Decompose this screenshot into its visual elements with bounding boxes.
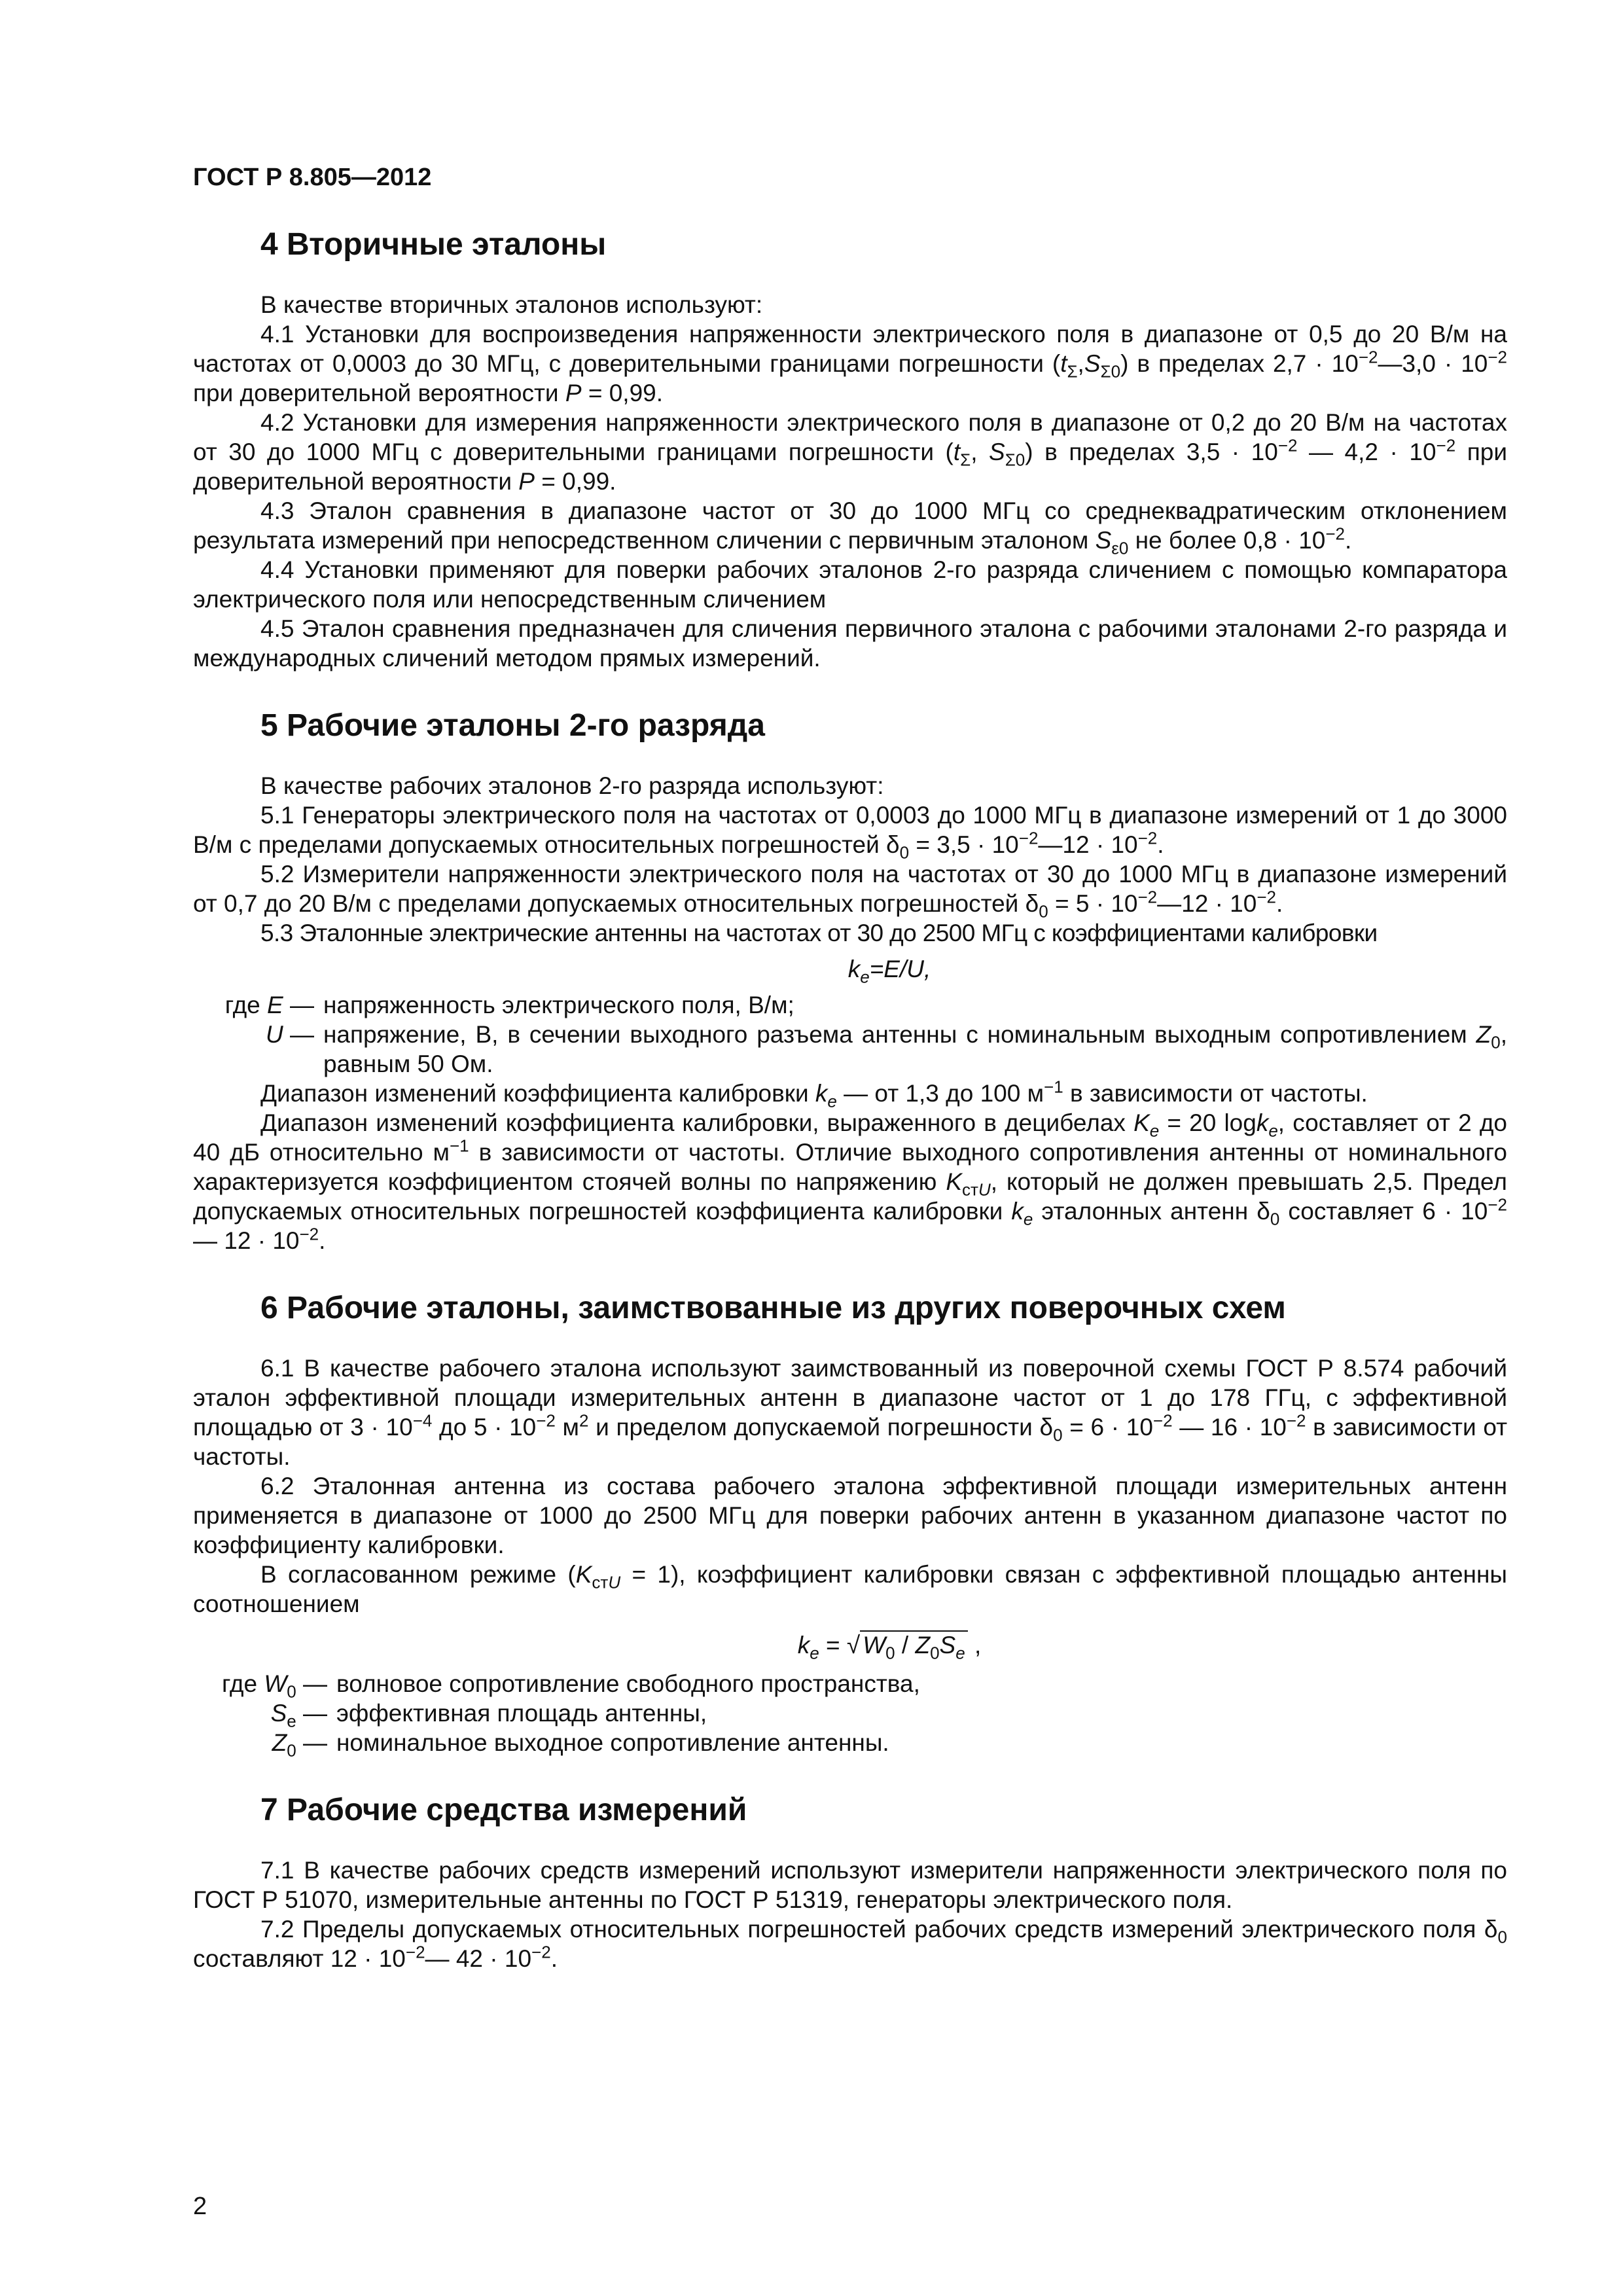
definition-Z0: $Z_0$ — номинальное выходное сопротивление антенны.: [272, 1729, 889, 1761]
paragraph-5-3: 5.3 Эталонные электрические антенны на частотах от 30 до 2500 МГц с коэффициентами калибровки: [260, 920, 1378, 946]
section-4-intro: В качестве вторичных эталонов используют:: [260, 291, 763, 318]
paragraph-7-1: 7.1 В качестве рабочих средств измерений используют измерители напряженности электрического поля по ГОСТ Р 51070, измерительные антенны по ГОСТ Р 51319, генераторы электрического поля.: [193, 1857, 1507, 1913]
paragraph-5-2: 5.2 Измерители напряженности электрического поля на частотах от 30 до 1000 МГц в диапазоне измерений от 0,7 до 20 В/м с пределами допускаемых относительных погрешностей $\delta_0 = 5$ · $10^{-2}—12 \cdot 10^{-2}$.: [193, 861, 1507, 922]
paragraph-4-2: 4.2 Установки для измерения напряженности электрического поля в диапазоне от 0,2 до 20 В/м на частотах от 30 до 1000 МГц с доверительными границами погрешности ($t_\Sigma$, $S_{\Sigma 0}$) в пределах $3,5 \cdot 10^{-2}$ — $4,2 \cdot 10^{-2}$ при доверительной вероятности P = 0,99.: [193, 409, 1508, 495]
paragraph-Ke-range: Диапазон изменений коэффициента калибровки, выраженного в децибелах $K_e = 20$ logk$_e$, составляет от 2 до 40 дБ относительно $м^{-1}$ в зависимости от частоты. Отличие выходного сопротивления антенны от номинального характеризуется коэффициентом стоячей волны по напряжению $K_{стU}$, который не должен превышать 2,5. Предел допускаемых относительных погрешностей коэффициента калибровки $k_e$ эталонных антенн $\delta_0$ составляет $6 \cdot 10^{-2}$ — $12 \cdot 10^{-2}$.: [193, 1109, 1507, 1254]
definitions-6-3: [193, 1669, 1507, 1761]
page-number: 2: [193, 2193, 207, 2220]
definition-W0: где $W_0$ — волновое сопротивление свободного пространства,: [222, 1670, 920, 1702]
sqrt-symbol: √ $W_0 / Z_0S_e$: [847, 1630, 968, 1660]
definitions-5-3: [193, 990, 1507, 1079]
section-7: [193, 1791, 1507, 1973]
definition-E: где E — напряженность электрического поля, В/м;: [224, 992, 794, 1018]
paragraph-6-1: 6.1 В качестве рабочего эталона используют заимствованный из поверочной схемы ГОСТ Р 8.574 рабочий эталон эффективной площади измерительных антенн в диапазоне частот от 1 до 178 ГГц, с эффективной площадью от $3 \cdot 10^{-4}$ до $5 \cdot 10^{-2}$ $м^2$ и пределом допускаемой погрешности $\delta_0 = 6 \cdot 10^{-2}$ — $16 \cdot 10^{-2}$ в зависимости от частоты.: [193, 1355, 1508, 1470]
page-header: ГОСТ Р 8.805—2012: [193, 164, 432, 191]
paragraph-6-3: В согласованном режиме $(K_{стU} = 1)$, коэффициент калибровки связан с эффективной площадью антенны соотношением: [193, 1561, 1507, 1617]
section-4-heading: 4 Вторичные эталоны: [260, 227, 607, 262]
document-body: [193, 226, 1507, 2007]
paragraph-4-3: 4.3 Эталон сравнения в диапазоне частот от 30 до 1000 МГц со среднеквадратическим отклонением результата измерений при непосредственном сличении с первичным эталоном $S_{\varepsilon 0}$ не более $0,8 \cdot 10^{-2}$.: [193, 497, 1507, 558]
section-6: [193, 1289, 1508, 1761]
section-5-heading: 5 Рабочие эталоны 2-го разряда: [260, 708, 765, 743]
formula-ke: $k_e=E/U$,: [847, 956, 931, 987]
section-5: [193, 707, 1507, 1255]
definition-Se: $S_e$ — эффективная площадь антенны,: [270, 1700, 707, 1731]
definition-U: U — напряжение, В, в сечении выходного разъема антенны с номинальным выходным сопротивлением $Z_0$, равным 50 Ом.: [265, 1021, 1507, 1077]
paragraph-5-1: 5.1 Генераторы электрического поля на частотах от 0,0003 до 1000 МГц в диапазоне измерений от 1 до 3000 В/м с пределами допускаемых относительных погрешностей $\delta_0 = 3,5$ · $10^{-2}—12 \cdot 10^{-2}$.: [193, 802, 1507, 863]
paragraph-4-4: 4.4 Установки применяют для поверки рабочих эталонов 2-го разряда сличением с помощью компаратора электрического поля или непосредственным сличением: [193, 556, 1507, 613]
paragraph-4-1: 4.1 Установки для воспроизведения напряженности электрического поля в диапазоне от 0,5 до 20 В/м на частотах от 0,0003 до 30 МГц, с доверительными границами погрешности $(t_\Sigma,S_{\Sigma 0})$ в пределах $2,7 \cdot 10^{-2}—3,0 \cdot 10^{-2}$ при доверительной вероятности P = 0,99.: [193, 321, 1508, 406]
paragraph-4-5: 4.5 Эталон сравнения предназначен для сличения первичного эталона с рабочими эталонами 2-го разряда и международных сличений методом прямых измерений.: [193, 615, 1507, 672]
section-6-heading: 6 Рабочие эталоны, заимствованные из других поверочных схем: [260, 1291, 1286, 1325]
paragraph-ke-range: Диапазон изменений коэффициента калибровки $k_e$ — от 1,3 до 100 $м^{-1}$ в зависимости от частоты.: [260, 1077, 1368, 1111]
section-4: [193, 226, 1507, 673]
paragraph-7-2: 7.2 Пределы допускаемых относительных погрешностей рабочих средств измерений электрического поля $\delta_0$ составляют $12 \cdot 10^{-2}—$ $42 \cdot 10^{-2}$.: [193, 1916, 1507, 1972]
formula-ke-sqrt: $k_e$ = √ $W_0 / Z_0S_e$ ,: [797, 1632, 982, 1663]
section-5-intro: В качестве рабочих эталонов 2-го разряда используют:: [260, 772, 884, 799]
paragraph-6-2: 6.2 Эталонная антенна из состава рабочего эталона эффективной площади измерительных антенн применяется в диапазоне от 1000 до 2500 МГц для поверки рабочих антенн в указанном диапазоне частот по коэффициенту калибровки.: [193, 1473, 1507, 1558]
section-7-heading: 7 Рабочие средства измерений: [260, 1793, 747, 1827]
